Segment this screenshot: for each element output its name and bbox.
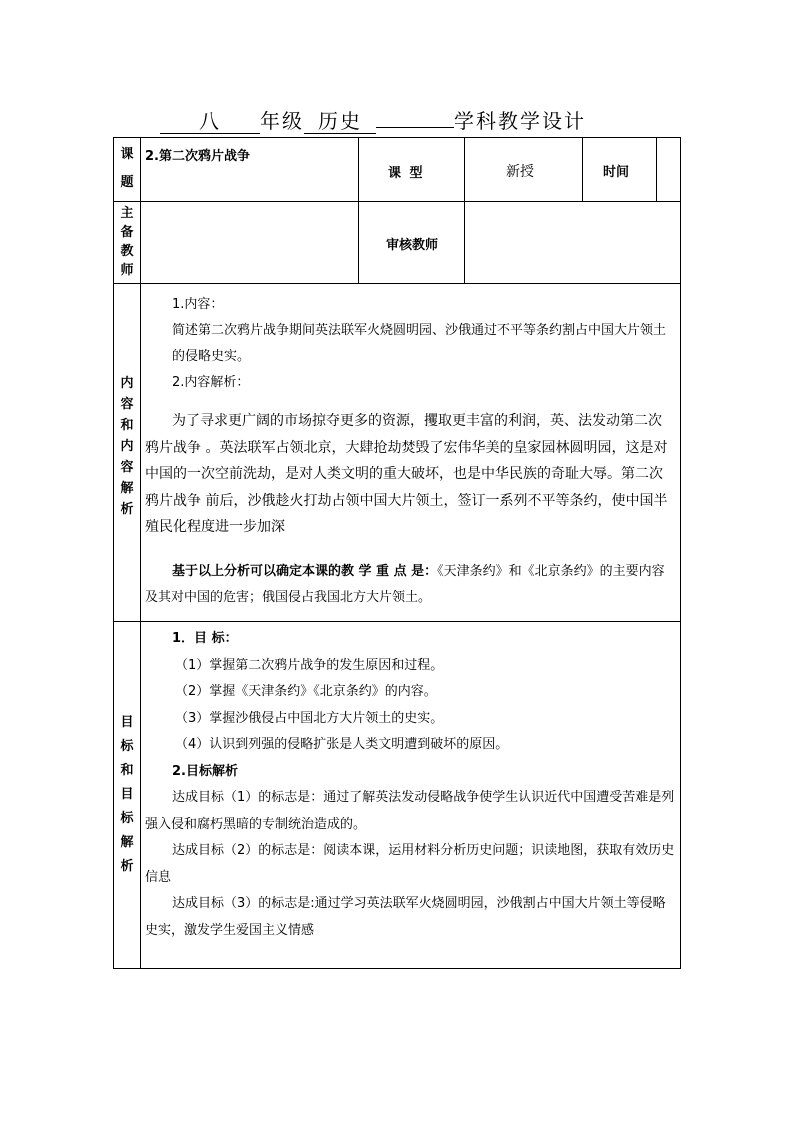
analysis-text: 为了寻求更广阔的市场掠夺更多的资源，攫取更丰富的利润，英、法发动第二次鸦片战争 。英法联军占领北京，大肆抢劫焚毁了宏伟华美的皇家园林圆明园，这是对中国的一次空前洗劫，是对人类文明的重大破坏，也是中华民族的奇耻大辱。第二次鸦片战争 前后，沙俄趁火打劫占领中国大片领土，签订一系列不平等条约，使中国半殖民化程度进一步加深 (145, 413, 668, 535)
topic-label: 课 题 (120, 147, 134, 190)
lesson-type-label: 课 型 (388, 166, 425, 181)
column-divider-d (656, 137, 657, 201)
document-title (160, 105, 586, 134)
key-points-lead: 基于以上分析可以确定本课的教 学 重 点 是： (172, 563, 438, 579)
label-column-divider (140, 137, 141, 969)
grade-blank: 八 (160, 109, 260, 134)
content-section-body (145, 292, 675, 611)
lesson-type-value: 新授 (506, 164, 534, 180)
key-points-paragraph (145, 559, 675, 611)
goal-analysis-item: 达成目标（2）的标志是：阅读本课，运用材料分析历史问题；识读地图，获取有效历史信息 (145, 843, 675, 885)
column-divider-b (464, 137, 465, 284)
empty-blank (376, 127, 454, 128)
subject-blank: 历史 (304, 109, 376, 134)
table-border-top (113, 137, 681, 138)
row-divider-2 (113, 283, 681, 284)
column-divider-c (582, 137, 583, 201)
goal-analysis-heading: 2.目标解析 (172, 763, 238, 779)
table-border-left (113, 137, 114, 969)
content-section-label: 内 容 和 内 容 解 析 (120, 376, 134, 517)
grade-suffix: 年级 (260, 109, 304, 133)
table-border-right (680, 137, 681, 969)
content-text: 简述第二次鸦片战争期间英法联军火烧圆明园、沙俄通过不平等条约割占中国大片领土的侵略史实。 (172, 323, 667, 364)
lead-teacher-label: 主 备 教 师 (120, 206, 134, 278)
goals-heading: 1．目 标： (172, 631, 238, 646)
goals-section-body (145, 626, 675, 944)
row-divider-1 (113, 201, 681, 202)
table-border-bottom (113, 968, 681, 969)
row-divider-3 (113, 621, 681, 622)
analysis-heading: 2.内容解析： (172, 375, 250, 390)
column-divider-a (358, 137, 359, 284)
key-points-text: 《天津条约》和《北京条约》的主要内容及其对中国的危害；俄国侵占我国北方大片领土。 (145, 563, 665, 605)
goal-item: （2）掌握《天津条约》《北京条约》的内容。 (175, 684, 437, 699)
content-heading: 1.内容： (172, 297, 224, 312)
topic-value: 2.第二次鸦片战争 (145, 149, 250, 164)
goals-section-label: 目 标 和 目 标 解 析 (120, 715, 134, 874)
goal-item: （4）认识到列强的侵略扩张是人类文明遭到破坏的原因。 (175, 737, 509, 752)
time-label: 时间 (603, 165, 630, 180)
title-suffix: 学科教学设计 (454, 109, 586, 133)
goal-analysis-item: 达成目标（1）的标志是：通过了解英法发动侵略战争使学生认识近代中国遭受苦难是列强入侵和腐朽黑暗的专制统治造成的。 (145, 790, 675, 832)
goal-analysis-item: 达成目标（3）的标志是:通过学习英法联军火烧圆明园，沙俄割占中国大片领土等侵略史实，激发学生爱国主义情感 (145, 896, 666, 938)
reviewer-label: 审核教师 (386, 238, 439, 253)
goal-item: （1）掌握第二次鸦片战争的发生原因和过程。 (175, 657, 444, 673)
goal-item: （3）掌握沙俄侵占中国北方大片领土的史实。 (175, 710, 444, 726)
